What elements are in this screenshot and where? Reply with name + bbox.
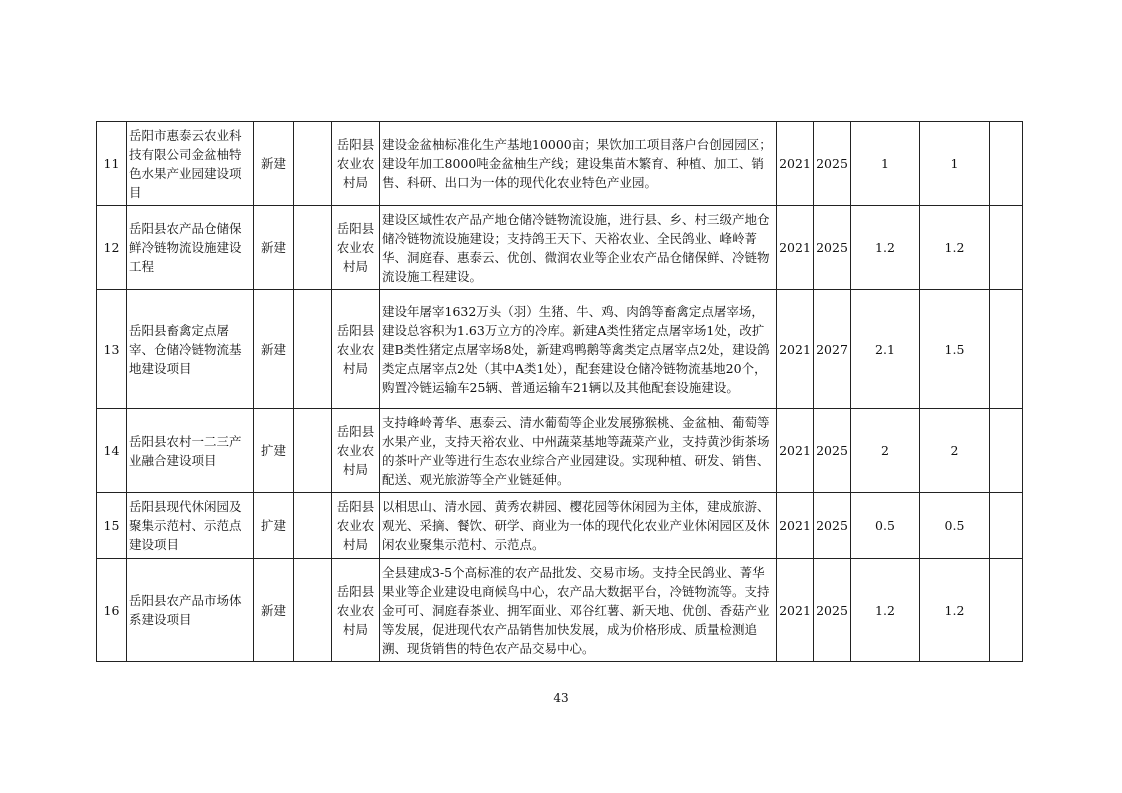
remark-cell <box>990 559 1023 662</box>
total-investment: 1 <box>851 122 920 206</box>
total-investment: 1.2 <box>851 206 920 290</box>
planned-investment: 2 <box>920 409 990 493</box>
row-number: 14 <box>97 409 127 493</box>
table-row <box>97 493 1023 559</box>
responsible-dept: 岳阳县农业农村局 <box>332 493 380 559</box>
table-row <box>97 409 1023 493</box>
row-number: 12 <box>97 206 127 290</box>
project-name: 岳阳县农产品市场体系建设项目 <box>127 559 254 662</box>
table-body <box>97 122 1023 662</box>
total-investment: 2 <box>851 409 920 493</box>
row-number: 11 <box>97 122 127 206</box>
planned-investment: 1.5 <box>920 290 990 409</box>
project-content: 建设年屠宰1632万头（羽）生猪、牛、鸡、肉鸽等畜禽定点屠宰场，建设总容积为1.63万立方的冷库。新建A类性猪定点屠宰场1处，改扩建B类性猪定点屠宰场8处，新建鸡鸭鹅等禽类定点屠宰点2处，建设鸽类定点屠宰点2处（其中A类1处），配套建设仓储冷链物流基地20个，购置冷链运输车25辆、普通运输车21辆以及其他配套设施建设。 <box>380 290 777 409</box>
construction-type: 扩建 <box>254 409 294 493</box>
responsible-dept: 岳阳县农业农村局 <box>332 290 380 409</box>
end-year: 2025 <box>814 206 851 290</box>
project-content: 建设金盆柚标准化生产基地10000亩；果饮加工项目落户台创园园区；建设年加工8000吨金盆柚生产线；建设集苗木繁育、种植、加工、销售、科研、出口为一体的现代化农业特色产业园。 <box>380 122 777 206</box>
project-content: 全县建成3-5个高标准的农产品批发、交易市场。支持全民鸽业、菁华果业等企业建设电商候鸟中心，农产品大数据平台，冷链物流等。支持金可可、洞庭春茶业、拥军面业、邓谷红薯、新天地、优创、香菇产业等发展，促进现代农产品销售加快发展，成为价格形成、质量检测追溯、现货销售的特色农产品交易中心。 <box>380 559 777 662</box>
construction-type: 新建 <box>254 559 294 662</box>
end-year: 2025 <box>814 409 851 493</box>
table-row <box>97 206 1023 290</box>
start-year: 2021 <box>777 493 814 559</box>
end-year: 2025 <box>814 122 851 206</box>
project-content: 支持峰岭菁华、惠泰云、清水葡萄等企业发展猕猴桃、金盆柚、葡萄等水果产业，支持天裕农业、中州蔬菜基地等蔬菜产业，支持黄沙街茶场的茶叶产业等进行生态农业综合产业园建设。实现种植、研发、销售、配送、观光旅游等全产业链延伸。 <box>380 409 777 493</box>
construction-type: 扩建 <box>254 493 294 559</box>
planned-investment: 1.2 <box>920 559 990 662</box>
start-year: 2021 <box>777 206 814 290</box>
table-row <box>97 122 1023 206</box>
project-name: 岳阳县畜禽定点屠宰、仓储冷链物流基地建设项目 <box>127 290 254 409</box>
end-year: 2025 <box>814 493 851 559</box>
start-year: 2021 <box>777 122 814 206</box>
total-investment: 2.1 <box>851 290 920 409</box>
blank-cell <box>294 122 332 206</box>
project-name: 岳阳县农村一二三产业融合建设项目 <box>127 409 254 493</box>
start-year: 2021 <box>777 559 814 662</box>
remark-cell <box>990 206 1023 290</box>
end-year: 2025 <box>814 559 851 662</box>
responsible-dept: 岳阳县农业农村局 <box>332 559 380 662</box>
blank-cell <box>294 290 332 409</box>
start-year: 2021 <box>777 290 814 409</box>
remark-cell <box>990 493 1023 559</box>
start-year: 2021 <box>777 409 814 493</box>
planned-investment: 1.2 <box>920 206 990 290</box>
construction-type: 新建 <box>254 206 294 290</box>
row-number: 13 <box>97 290 127 409</box>
construction-type: 新建 <box>254 122 294 206</box>
table-row <box>97 559 1023 662</box>
blank-cell <box>294 409 332 493</box>
page-number: 43 <box>553 691 569 705</box>
project-name: 岳阳县农产品仓储保鲜冷链物流设施建设工程 <box>127 206 254 290</box>
project-content: 以相思山、清水园、黄秀农耕园、樱花园等休闲园为主体，建成旅游、观光、采摘、餐饮、研学、商业为一体的现代化农业产业休闲园区及休闲农业聚集示范村、示范点。 <box>380 493 777 559</box>
total-investment: 0.5 <box>851 493 920 559</box>
blank-cell <box>294 493 332 559</box>
planned-investment: 0.5 <box>920 493 990 559</box>
remark-cell <box>990 122 1023 206</box>
construction-type: 新建 <box>254 290 294 409</box>
remark-cell <box>990 290 1023 409</box>
responsible-dept: 岳阳县农业农村局 <box>332 409 380 493</box>
responsible-dept: 岳阳县农业农村局 <box>332 206 380 290</box>
row-number: 15 <box>97 493 127 559</box>
project-name: 岳阳县现代休闲园及聚集示范村、示范点建设项目 <box>127 493 254 559</box>
end-year: 2027 <box>814 290 851 409</box>
remark-cell <box>990 409 1023 493</box>
planned-investment: 1 <box>920 122 990 206</box>
project-content: 建设区域性农产品产地仓储冷链物流设施，进行县、乡、村三级产地仓储冷链物流设施建设；支持鸽王天下、天裕农业、全民鸽业、峰岭菁华、洞庭春、惠泰云、优创、微润农业等企业农产品仓储保鲜、冷链物流设施工程建设。 <box>380 206 777 290</box>
blank-cell <box>294 206 332 290</box>
blank-cell <box>294 559 332 662</box>
table-row <box>97 290 1023 409</box>
row-number: 16 <box>97 559 127 662</box>
total-investment: 1.2 <box>851 559 920 662</box>
responsible-dept: 岳阳县农业农村局 <box>332 122 380 206</box>
project-table <box>96 121 1023 662</box>
project-name: 岳阳市惠泰云农业科技有限公司金盆柚特色水果产业园建设项目 <box>127 122 254 206</box>
